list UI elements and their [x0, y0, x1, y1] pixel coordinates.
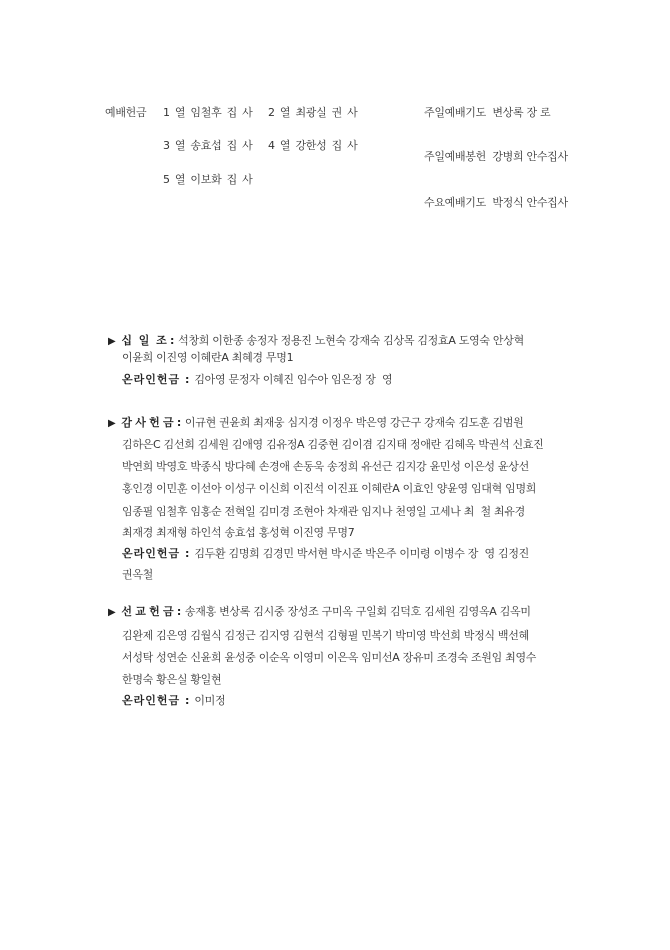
triangle-right-icon: ▶	[108, 418, 116, 429]
tithe-names-line	[108, 334, 524, 349]
thanks-names-line: 김하은C 김선희 김세원 김애영 김유정A 김중현 김이겸 김지태 정애란 김혜옥 박권석 신효진	[122, 438, 544, 451]
thanks-online-label: 온라인헌금 :	[122, 547, 191, 560]
triangle-right-icon: ▶	[108, 336, 116, 347]
thanks-names-line: 최재경 최재형 하인석 송효섭 홍성혁 이진영 무명7	[122, 526, 355, 539]
tithe-online-line	[122, 373, 392, 387]
mission-online-names: 이미정	[194, 694, 226, 707]
thanks-online-line: 권옥철	[122, 568, 153, 581]
thanks-online-names: 김두환 김명희 김경민 박서현 박시준 박은주 이미령 이병수 장 영 김정진	[194, 547, 529, 560]
thanks-online-line	[122, 547, 529, 561]
thanks-names-line: 홍인경 이민훈 이선아 이성구 이신희 이진석 이진표 이혜란A 이효인 양윤영 임대혁 임명희	[122, 482, 537, 495]
role-line: 수요예배기도 박정식 안수집사	[424, 196, 568, 209]
thanks-names-line: 임종필 임철후 임홍순 전혁일 김미경 조현아 차재관 임지나 천영일 고세나 최 철 최유경	[122, 505, 525, 518]
mission-names-line	[108, 605, 531, 620]
tithe-label: 십 일 조 :	[121, 334, 175, 347]
mission-names-line: 서성탁 성연순 신윤희 윤성중 이순옥 이영미 이은옥 임미선A 장유미 조경숙 조원임 최영수	[122, 651, 537, 664]
tithe-names: 석창희 이한종 송정자 정용진 노현숙 강재숙 김상목 김정효A 도영숙 안상혁	[178, 334, 524, 347]
tithe-names-line: 이윤희 이진영 이혜란A 최혜경 무명1	[122, 351, 294, 364]
mission-names: 송재홍 변상록 김시중 장성조 구미옥 구일회 김덕호 김세원 김영옥A 김옥미	[184, 605, 531, 618]
thanks-names-line: 박연희 박영호 박종식 방다혜 손경애 손동욱 송정희 유선근 김지강 윤민성 이은성 윤상선	[122, 460, 529, 473]
tithe-online-label: 온라인헌금 :	[122, 373, 191, 386]
usher-line: 1 열 임철후 집 사 2 열 최광실 권 사	[163, 106, 358, 119]
usher-line: 3 열 송효섭 집 사 4 열 강한성 집 사	[163, 139, 358, 152]
tithe-online-names: 김아영 문정자 이혜진 임수아 임은정 장 영	[194, 373, 393, 386]
thanks-names: 이규현 권윤희 최재웅 심지경 이정우 박은영 강근구 강재숙 김도훈 김범원	[184, 416, 524, 429]
thanks-label: 감 사 헌 금 :	[121, 416, 181, 429]
mission-names-line: 한명숙 황은실 황일현	[122, 673, 222, 686]
thanks-names-line	[108, 416, 523, 431]
mission-names-line: 김완제 김은영 김월식 김정근 김지영 김현석 김형필 민복기 박미영 박선희 박정식 백선혜	[122, 629, 529, 642]
mission-online-line	[122, 694, 225, 708]
usher-line: 5 열 이보화 집 사	[163, 173, 253, 186]
service-label: 예배헌금	[105, 106, 147, 119]
mission-label: 선 교 헌 금 :	[121, 605, 181, 618]
role-line: 주일예배봉헌 강병희 안수집사	[424, 150, 568, 163]
triangle-right-icon: ▶	[108, 607, 116, 618]
role-line: 주일예배기도 변상록 장 로	[424, 106, 551, 119]
mission-online-label: 온라인헌금 :	[122, 694, 191, 707]
